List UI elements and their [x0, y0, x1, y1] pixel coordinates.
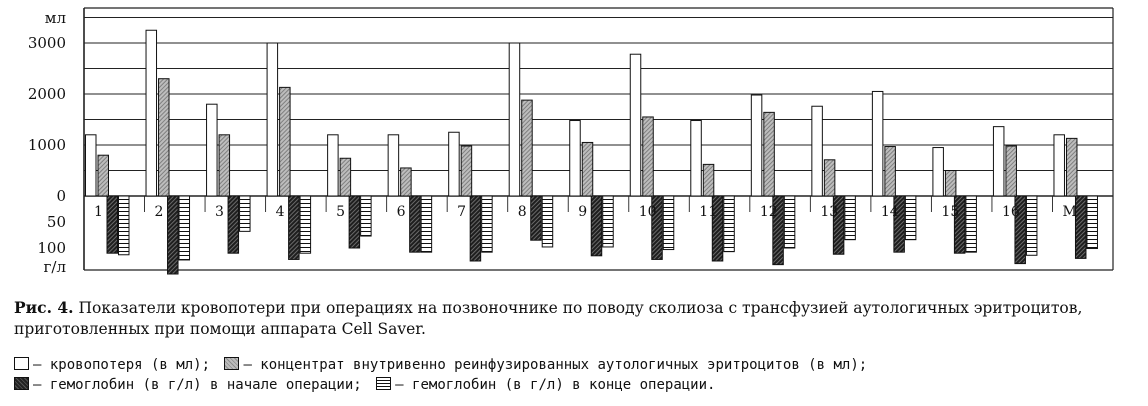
bar-blood_loss: [630, 54, 641, 196]
bar-blood_loss: [691, 121, 702, 196]
bar-hb_start: [107, 196, 118, 253]
bar-blood_loss: [872, 91, 883, 196]
bar-hb_end: [905, 196, 916, 240]
x-tick-label: 1: [94, 204, 103, 220]
bar-hb_start: [289, 196, 300, 259]
bar-reinfused: [1066, 138, 1077, 196]
bar-hb_end: [603, 196, 614, 247]
bar-reinfused: [824, 160, 835, 196]
bar-hb_end: [1026, 196, 1037, 255]
bar-hb_start: [470, 196, 481, 261]
bar-hb_end: [663, 196, 674, 250]
bar-hb_end: [542, 196, 553, 247]
bar-hb_start: [228, 196, 239, 253]
bar-hb_end: [240, 196, 251, 231]
bar-reinfused: [764, 112, 775, 196]
bar-reinfused: [885, 147, 896, 196]
y-tick-label: 2000: [27, 85, 66, 103]
y-tick-label: 3000: [27, 34, 66, 52]
bar-blood_loss: [388, 135, 399, 196]
bar-blood_loss: [146, 30, 157, 196]
legend-row-2: [14, 376, 1134, 394]
bar-hb_end: [179, 196, 190, 260]
figure-label: Рис. 4.: [14, 298, 74, 317]
bar-reinfused: [945, 171, 956, 197]
bar-blood_loss: [328, 135, 339, 196]
y-tick-label: 0: [56, 187, 66, 205]
bar-reinfused: [98, 155, 109, 196]
x-tick-label: 10: [638, 204, 657, 220]
bar-hb_start: [591, 196, 602, 256]
x-tick-label: 2: [154, 204, 164, 220]
bar-reinfused: [522, 100, 533, 196]
bar-blood_loss: [570, 121, 581, 196]
bar-blood_loss: [86, 135, 97, 196]
legend-swatch-hb-end: [376, 377, 391, 390]
bar-reinfused: [340, 158, 351, 196]
bar-hb_start: [1075, 196, 1086, 258]
x-tick-label: 7: [457, 204, 467, 220]
x-tick-label: 6: [396, 204, 406, 220]
bar-reinfused: [461, 146, 472, 196]
bar-reinfused: [159, 79, 170, 196]
figure-caption: [14, 297, 1134, 340]
x-tick-label: 16: [1001, 204, 1020, 220]
bar-blood_loss: [509, 43, 520, 196]
x-tick-label: 5: [336, 204, 346, 220]
bar-blood_loss: [207, 104, 218, 196]
bar-reinfused: [582, 142, 593, 196]
y-unit-label-upper: мл: [44, 9, 66, 27]
bar-hb_end: [119, 196, 130, 255]
bar-reinfused: [219, 135, 230, 196]
x-tick-label: 12: [759, 204, 778, 220]
legend-swatch-blood-loss: [14, 357, 29, 370]
bar-hb_end: [784, 196, 795, 248]
legend-hb-end: — гемоглобин (в г/л) в конце операции.: [395, 377, 716, 393]
x-tick-label: 13: [820, 204, 839, 220]
bar-hb_end: [1087, 196, 1098, 249]
bar-blood_loss: [812, 106, 823, 196]
bar-blood_loss: [993, 127, 1004, 196]
bar-hb_start: [531, 196, 542, 240]
x-tick-label: М: [1062, 204, 1077, 220]
legend-swatch-hb-start: [14, 377, 29, 390]
legend-blood-loss: — кровопотеря (в мл);: [33, 357, 211, 373]
y-unit-label-lower: г/л: [43, 258, 66, 276]
bar-hb_start: [168, 196, 179, 274]
y-tick-label-lower: 100: [37, 239, 66, 257]
bar-hb_end: [966, 196, 977, 252]
bar-reinfused: [643, 117, 654, 196]
bar-hb_end: [421, 196, 432, 252]
bar-hb_end: [724, 196, 735, 252]
bar-blood_loss: [933, 148, 944, 196]
bars: [86, 30, 1098, 274]
x-tick-label: 9: [578, 204, 588, 220]
bar-blood_loss: [267, 43, 278, 196]
bar-reinfused: [280, 87, 291, 196]
legend-row-1: [14, 356, 1134, 374]
bar-blood_loss: [751, 95, 762, 196]
legend-reinfused: — концентрат внутривенно реинфузированных аутологичных эритроцитов (в мл);: [243, 357, 868, 373]
x-tick-label: 11: [699, 204, 718, 220]
figure-caption-text: Показатели кровопотери при операциях на позвоночнике по поводу сколиоза с трансфузией аутологичных эритроцитов, приготовленных при помощи аппарата Cell Saver.: [14, 299, 1083, 338]
legend-swatch-reinfused: [224, 357, 239, 370]
legend-hb-start: — гемоглобин (в г/л) в начале операции;: [33, 377, 362, 393]
bar-hb_end: [361, 196, 372, 236]
y-tick-label: 1000: [27, 136, 66, 154]
bar-blood_loss: [1054, 135, 1065, 196]
x-tick-label: 4: [275, 204, 285, 220]
x-tick-label: 8: [517, 204, 527, 220]
bar-reinfused: [1006, 146, 1017, 196]
y-tick-label-lower: 50: [46, 213, 66, 231]
x-tick-label: 15: [941, 204, 960, 220]
bar-hb_start: [349, 196, 360, 248]
bar-hb_end: [482, 196, 493, 252]
bar-hb_start: [410, 196, 421, 252]
x-tick-label: 14: [880, 204, 899, 220]
bar-blood_loss: [449, 132, 460, 196]
bar-reinfused: [703, 164, 714, 196]
x-tick-label: 3: [215, 204, 224, 220]
bar-hb_end: [845, 196, 856, 240]
bar-hb_end: [300, 196, 311, 253]
bar-reinfused: [401, 168, 412, 196]
